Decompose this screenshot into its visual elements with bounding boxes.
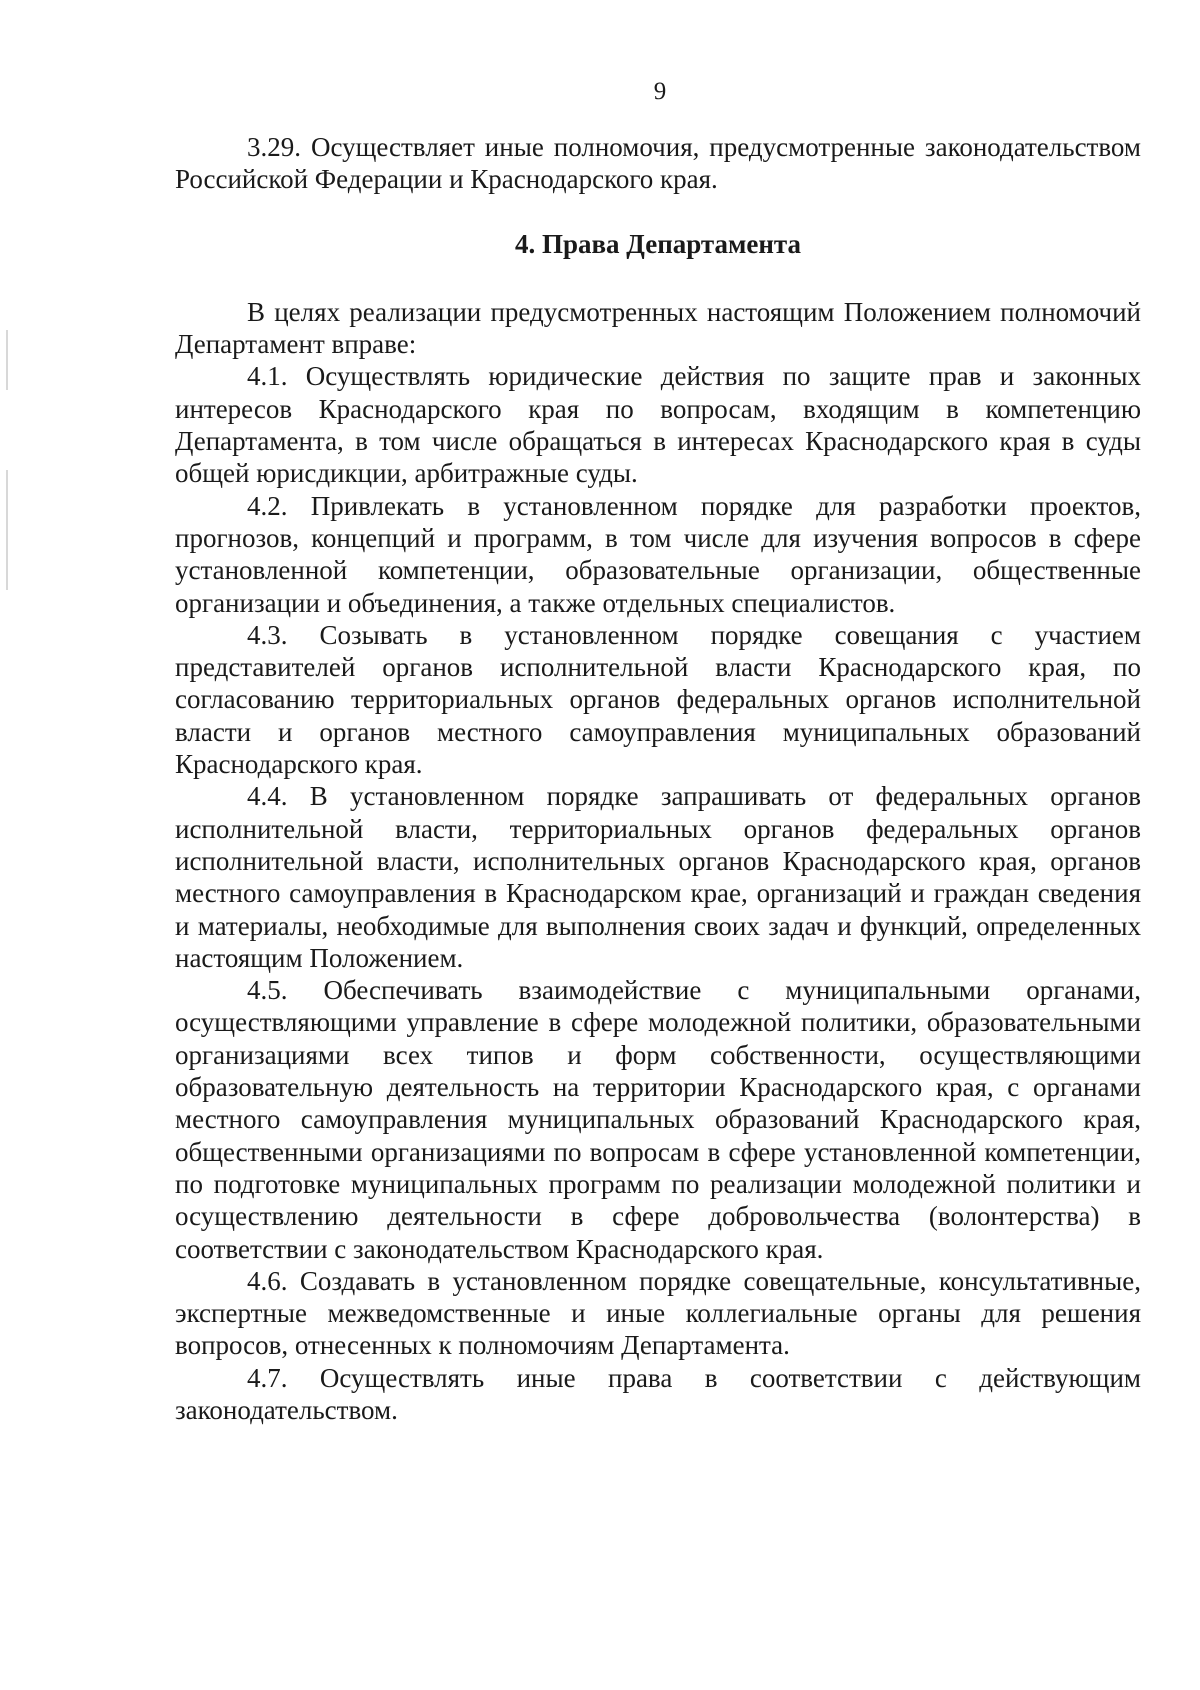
- item-4-3: 4.3. Созывать в установленном порядке совещания с участием представителей органов исполнительной власти Краснодарского края, по согласованию территориальных органов федеральных органов исполнительной власти и органов местного самоуправления муниципальных образований Краснодарского края.: [175, 619, 1141, 780]
- document-body: [175, 131, 1141, 1426]
- section-heading: 4. Права Департамента: [514, 228, 802, 259]
- paragraph-3-29: 3.29. Осуществляет иные полномочия, предусмотренные законодательством Российской Федерации и Краснодарского края.: [175, 132, 1141, 195]
- scan-edge-mark: [6, 470, 8, 590]
- lead-paragraph: В целях реализации предусмотренных настоящим Положением полномочий Департамент вправе:: [175, 296, 1141, 360]
- scan-edge-mark: [6, 330, 8, 390]
- item-4-1: 4.1. Осуществлять юридические действия по защите прав и законных интересов Краснодарского края по вопросам, входящим в компетенцию Департамента, в том числе обращаться в интересах Краснодарского края в суды общей юрисдикции, арбитражные суды.: [175, 361, 1141, 489]
- item-4-4: 4.4. В установленном порядке запрашивать от федеральных органов исполнительной власти, территориальных органов федеральных органов исполнительной власти, исполнительных органов Краснодарского края, органов местного самоуправления в Краснодарском крае, организаций и граждан сведения и материалы, необходимые для выполнения своих задач и функций, определенных настоящим Положением.: [175, 781, 1141, 973]
- item-4-7: 4.7. Осуществлять иные права в соответствии с действующим законодательством.: [175, 1362, 1141, 1425]
- item-4-6: 4.6. Создавать в установленном порядке совещательные, консультативные, экспертные межведомственные и иные коллегиальные органы для решения вопросов, отнесенных к полномочиям Департамента.: [175, 1265, 1141, 1361]
- item-4-5: 4.5. Обеспечивать взаимодействие с муниципальными органами, осуществляющими управление в сфере молодежной политики, образовательными организациями всех типов и форм собственности, осуществляющими образовательную деятельность на территории Краснодарского края, с органами местного самоуправления муниципальных образований Краснодарского края, общественными организациями по вопросам в сфере установленной компетенции, по подготовке муниципальных программ по реализации молодежной политики и осуществлению деятельности в сфере добровольчества (волонтерства) в соответствии с законодательством Краснодарского края.: [175, 975, 1141, 1264]
- page-number: 9: [653, 78, 667, 105]
- item-4-2: 4.2. Привлекать в установленном порядке для разработки проектов, прогнозов, концепций и программ, в том числе для изучения вопросов в сфере установленной компетенции, образовательные организации, общественные организации и объединения, а также отдельных специалистов.: [175, 490, 1141, 618]
